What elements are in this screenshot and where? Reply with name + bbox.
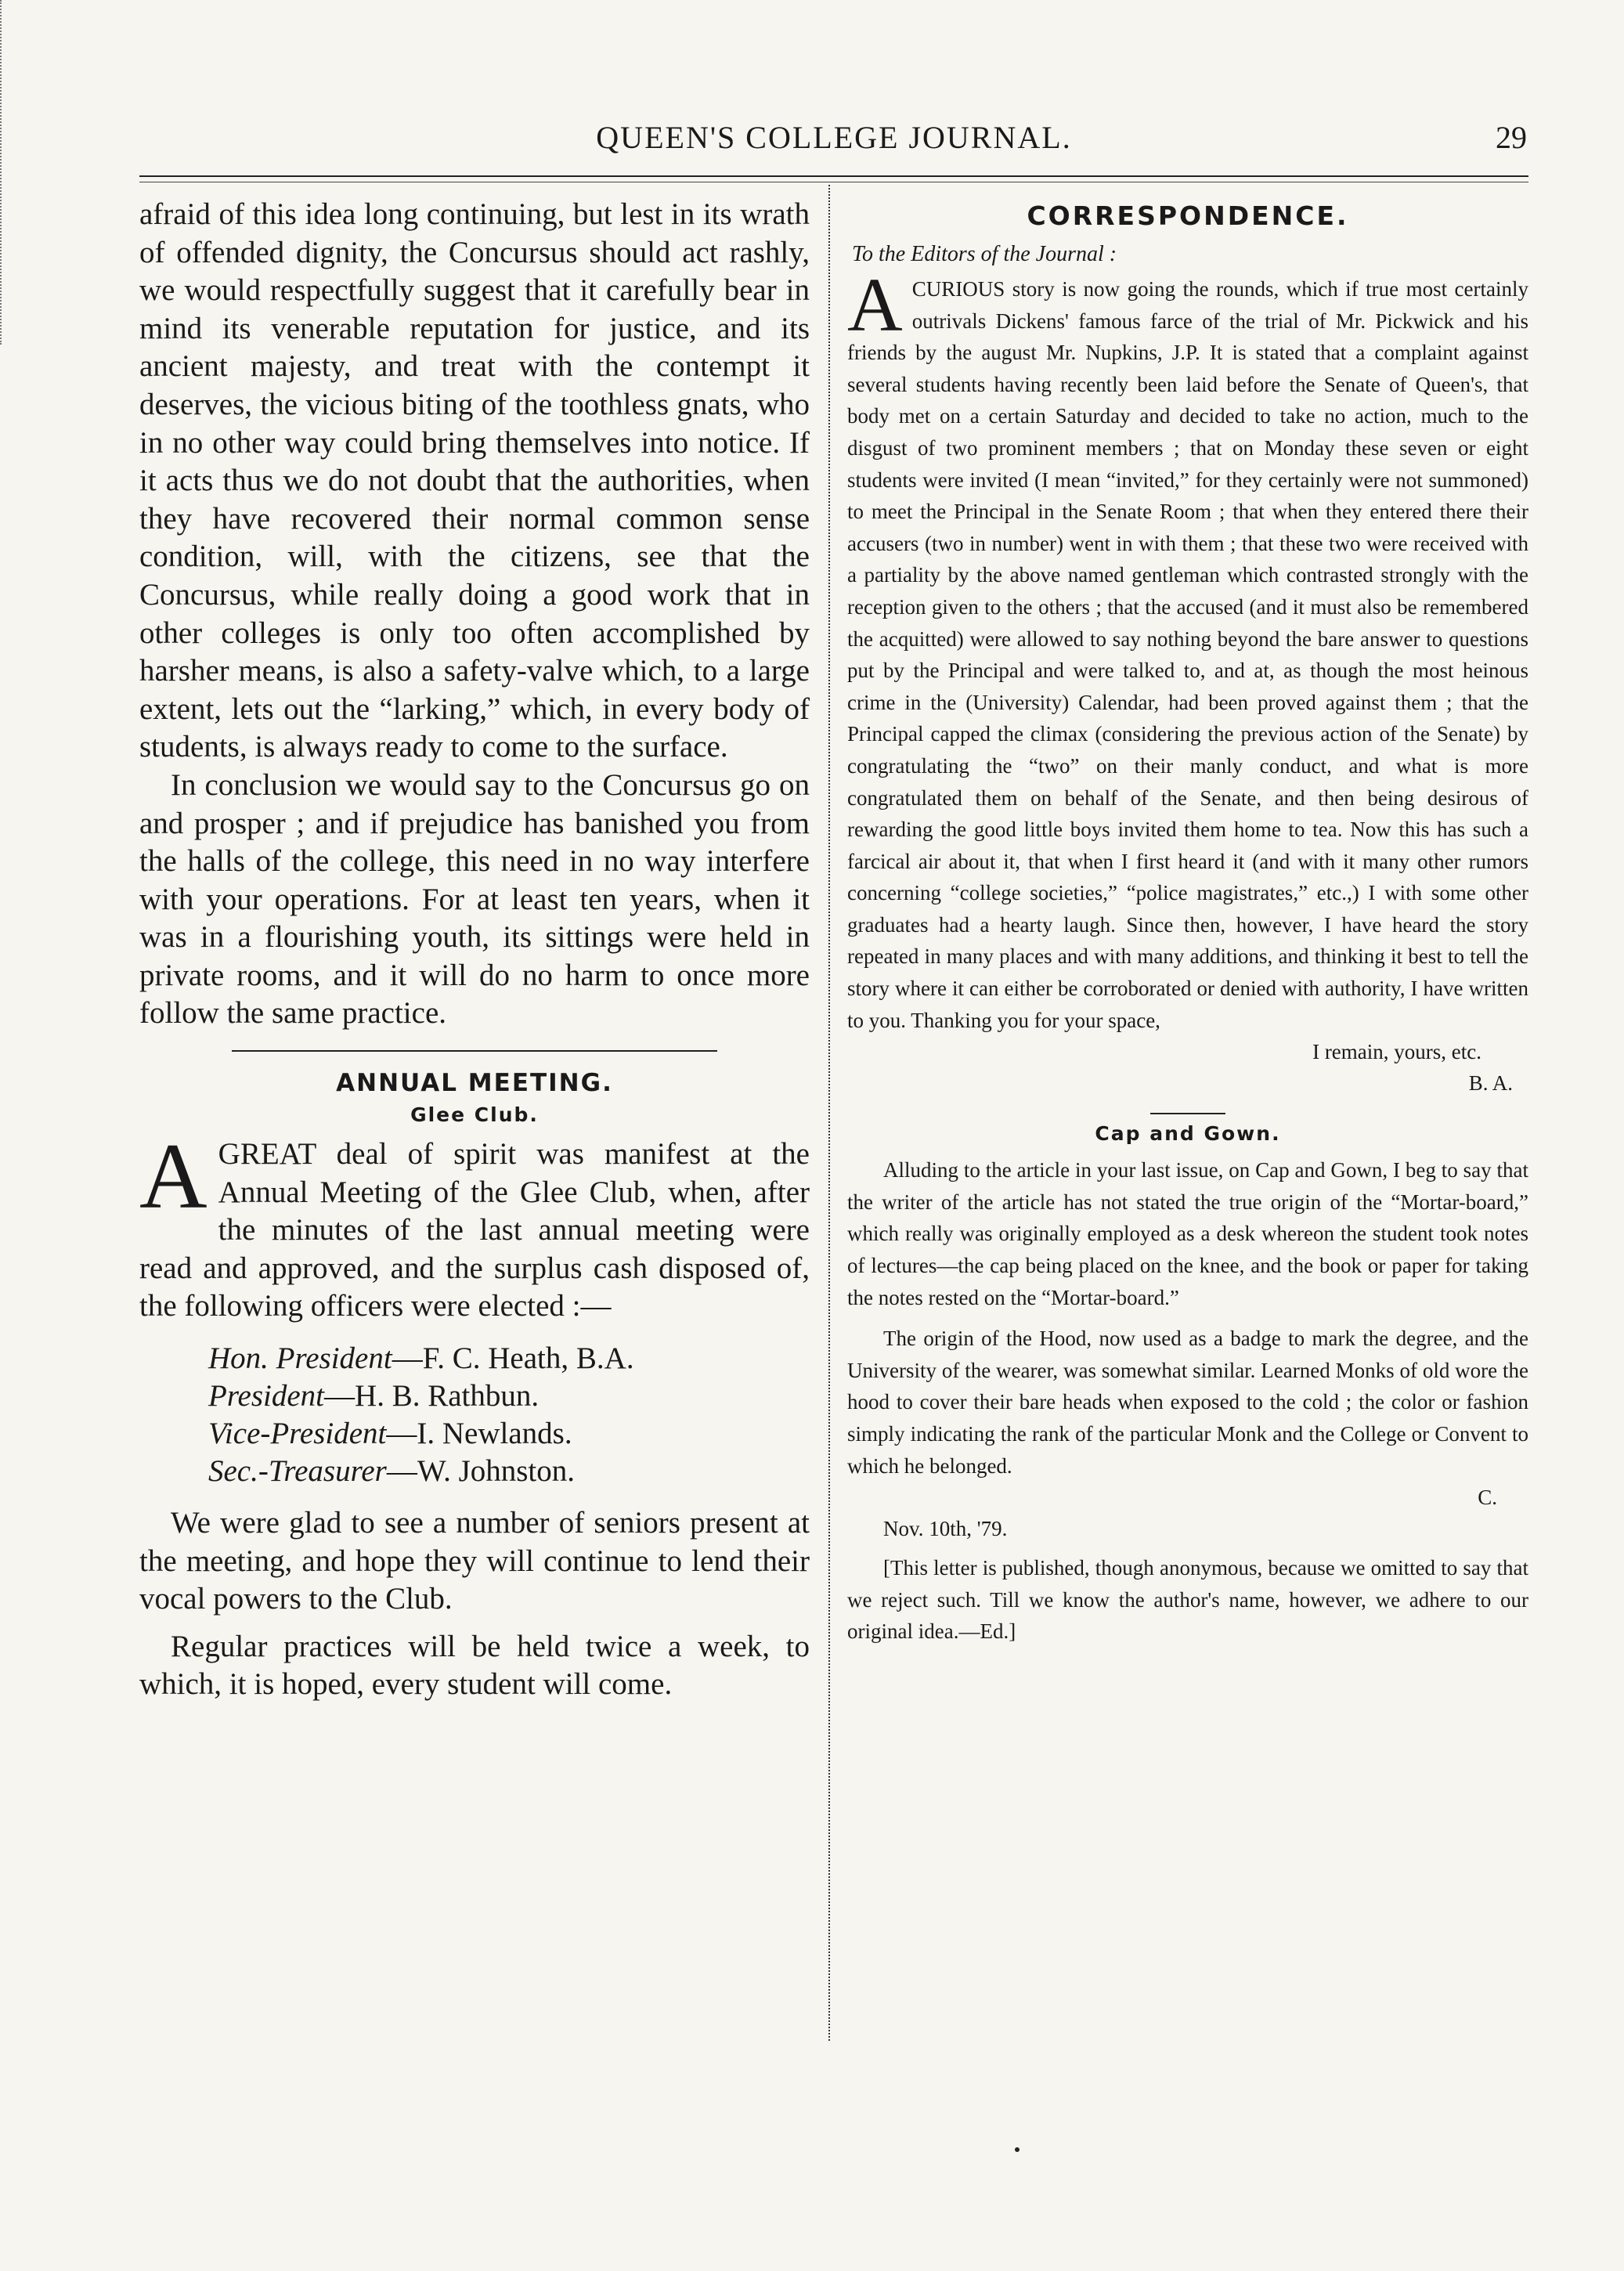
officer-role: President [208,1379,325,1414]
officer-role: Sec.-Treasurer [208,1454,387,1489]
left-column [139,196,810,1704]
glee-club-paragraph-1-text: GREAT deal of spirit was manifest at the Annual Meeting of the Glee Club, when, after the minutes of the last annual meeting were read and approved, and the surplus cash disposed of, the following officers were elected :— [139,1137,810,1323]
closing-line: I remain, yours, etc. [1312,1040,1481,1064]
officer-row [208,1377,810,1415]
correspondence-heading: CORRESPONDENCE. [1027,200,1349,231]
letter-2-paragraph-1: Alluding to the article in your last issue, on Cap and Gown, I beg to say that the writer of the article has not stated the true origin of the “Mortar-board,” which really was originally employed as a desk whereon the student took notes of lectures—the cap being placed on the knee, and the book or paper for taking the notes rested on the “Mortar-board.” [847,1158,1528,1309]
officer-role: Vice-President [208,1417,387,1451]
officer-row [208,1340,810,1377]
ink-dot [1015,2147,1020,2152]
page-number: 29 [1496,120,1527,155]
signature: C. [1478,1486,1497,1510]
letter-2-signoff [847,1482,1528,1544]
glee-club-paragraph-1 [139,1124,810,1326]
annual-meeting-heading: ANNUAL MEETING. [336,1069,613,1098]
page-edge-mark [0,0,6,345]
salutation: To the Editors of the Journal : [852,242,1117,266]
concursus-paragraph-1: afraid of this idea long continuing, but lest in its wrath of offended dignity, the Concursus should act rashly, we would respectfully suggest that it carefully bear in mind its venerable reputation for justice, and its ancient majesty, and treat with the contempt it deserves, the vicious biting of the toothless gnats, who in no other way could bring themselves into notice. If it acts thus we do not doubt that the authorities, when they have recovered their normal common sense condition, will, with the citizens, see that the Concursus, while really doing a good work that in other colleges is only too often accomplished by harsher means, is also a safety-valve which, to a large extent, lets out the “larking,” which, in every body of students, is always ready to come to the surface. [139,197,810,764]
journal-title: QUEEN'S COLLEGE JOURNAL. [596,120,1072,155]
officer-row [208,1415,810,1453]
officer-role: Hon. President [208,1341,392,1376]
section-rule [1150,1113,1225,1114]
officer-name: —F. C. Heath, B.A. [392,1341,634,1376]
cap-and-gown-heading: Cap and Gown. [1095,1122,1281,1146]
letter-date: Nov. 10th, '79. [883,1517,1008,1541]
signature: B. A. [1468,1071,1513,1096]
letter-1-text: CURIOUS story is now going the rounds, which if true most certainly outrivals Dickens' famous farce of the trial of Mr. Pickwick and his friends by the august Mr. Nupkins, J.P. It is stated that a complaint against several students having recently been laid before the Senate of Queen's, that body met on a certain Saturday and decided to take no action, much to the disgust of two prominent members ; that on Monday these seven or eight students were invited (I mean “invited,” for they certainly were not summoned) to meet the Principal in the Senate Room ; that when they entered there their accusers (two in number) went in with them ; that these two were received with a partiality by the above named gentleman which contrasted strongly with the reception given to the others ; that the accused (and it must also be remembered the acquitted) were allowed to say nothing beyond the bare answer to questions put by the Principal and were talked to, and at, as though the most heinous crime in the (University) Calendar, had been proved against them ; that the Principal capped the climax (considering the previous action of the Senate) by congratulating the “two” on their manly conduct, and what is more congratulated them on behalf of the Senate, and then being desirous of rewarding the good little boys invited them home to tea. Now this has such a farcical air about it, that when I first heard it (and with it many other rumors concerning “college societies,” “police magistrates,” etc.,) I with some other graduates had a hearty laugh. Since then, however, I have heard the story repeated in many places and with many additions, and thinking it best to tell the story where it can either be corroborated or denied with authority, I have written to you. Thanking you for your space, [847,277,1528,1032]
letter-2-paragraph-2: The origin of the Hood, now used as a badge to mark the degree, and the University of the wearer, was somewhat similar. Learned Monks of old wore the hood to cover their bare heads when exposed to the cold ; the color or fashion simply indicating the rank of the particular Monk and the College or Convent to which he belonged. [847,1327,1528,1478]
header-rule [139,175,1528,177]
right-column [847,196,1528,1648]
concursus-paragraph-2: In conclusion we would say to the Concursus go on and prosper ; and if prejudice has banished you from the halls of the college, this need in no way interfere with your operations. For at least ten years, when it was in a flourishing youth, its sittings were held in private rooms, and it will do no harm to once more follow the same practice. [139,767,810,1031]
editor-note: [This letter is published, though anonymous, because we omitted to say that we reject such. Till we know the author's name, however, we adhere to our original idea.—Ed.] [847,1556,1528,1644]
glee-club-paragraph-2: We were glad to see a number of seniors present at the meeting, and hope they will continue to lend their vocal powers to the Club. [139,1506,810,1616]
drop-cap: A [847,263,903,348]
officers-list [208,1340,810,1490]
glee-club-paragraph-3: Regular practices will be held twice a week, to which, it is hoped, every student will come. [139,1629,810,1702]
officer-name: —W. Johnston. [386,1454,576,1489]
glee-club-subheading: Glee Club. [410,1103,539,1127]
drop-cap: A [139,1124,208,1229]
letter-1-body [847,263,1528,1036]
page-header [141,119,1527,166]
section-rule [232,1050,717,1052]
column-divider [828,185,830,2041]
letter-1-signoff [847,1036,1528,1099]
officer-row [208,1453,810,1490]
officer-name: —I. Newlands. [386,1417,572,1451]
officer-name: —H. B. Rathbun. [324,1379,540,1414]
